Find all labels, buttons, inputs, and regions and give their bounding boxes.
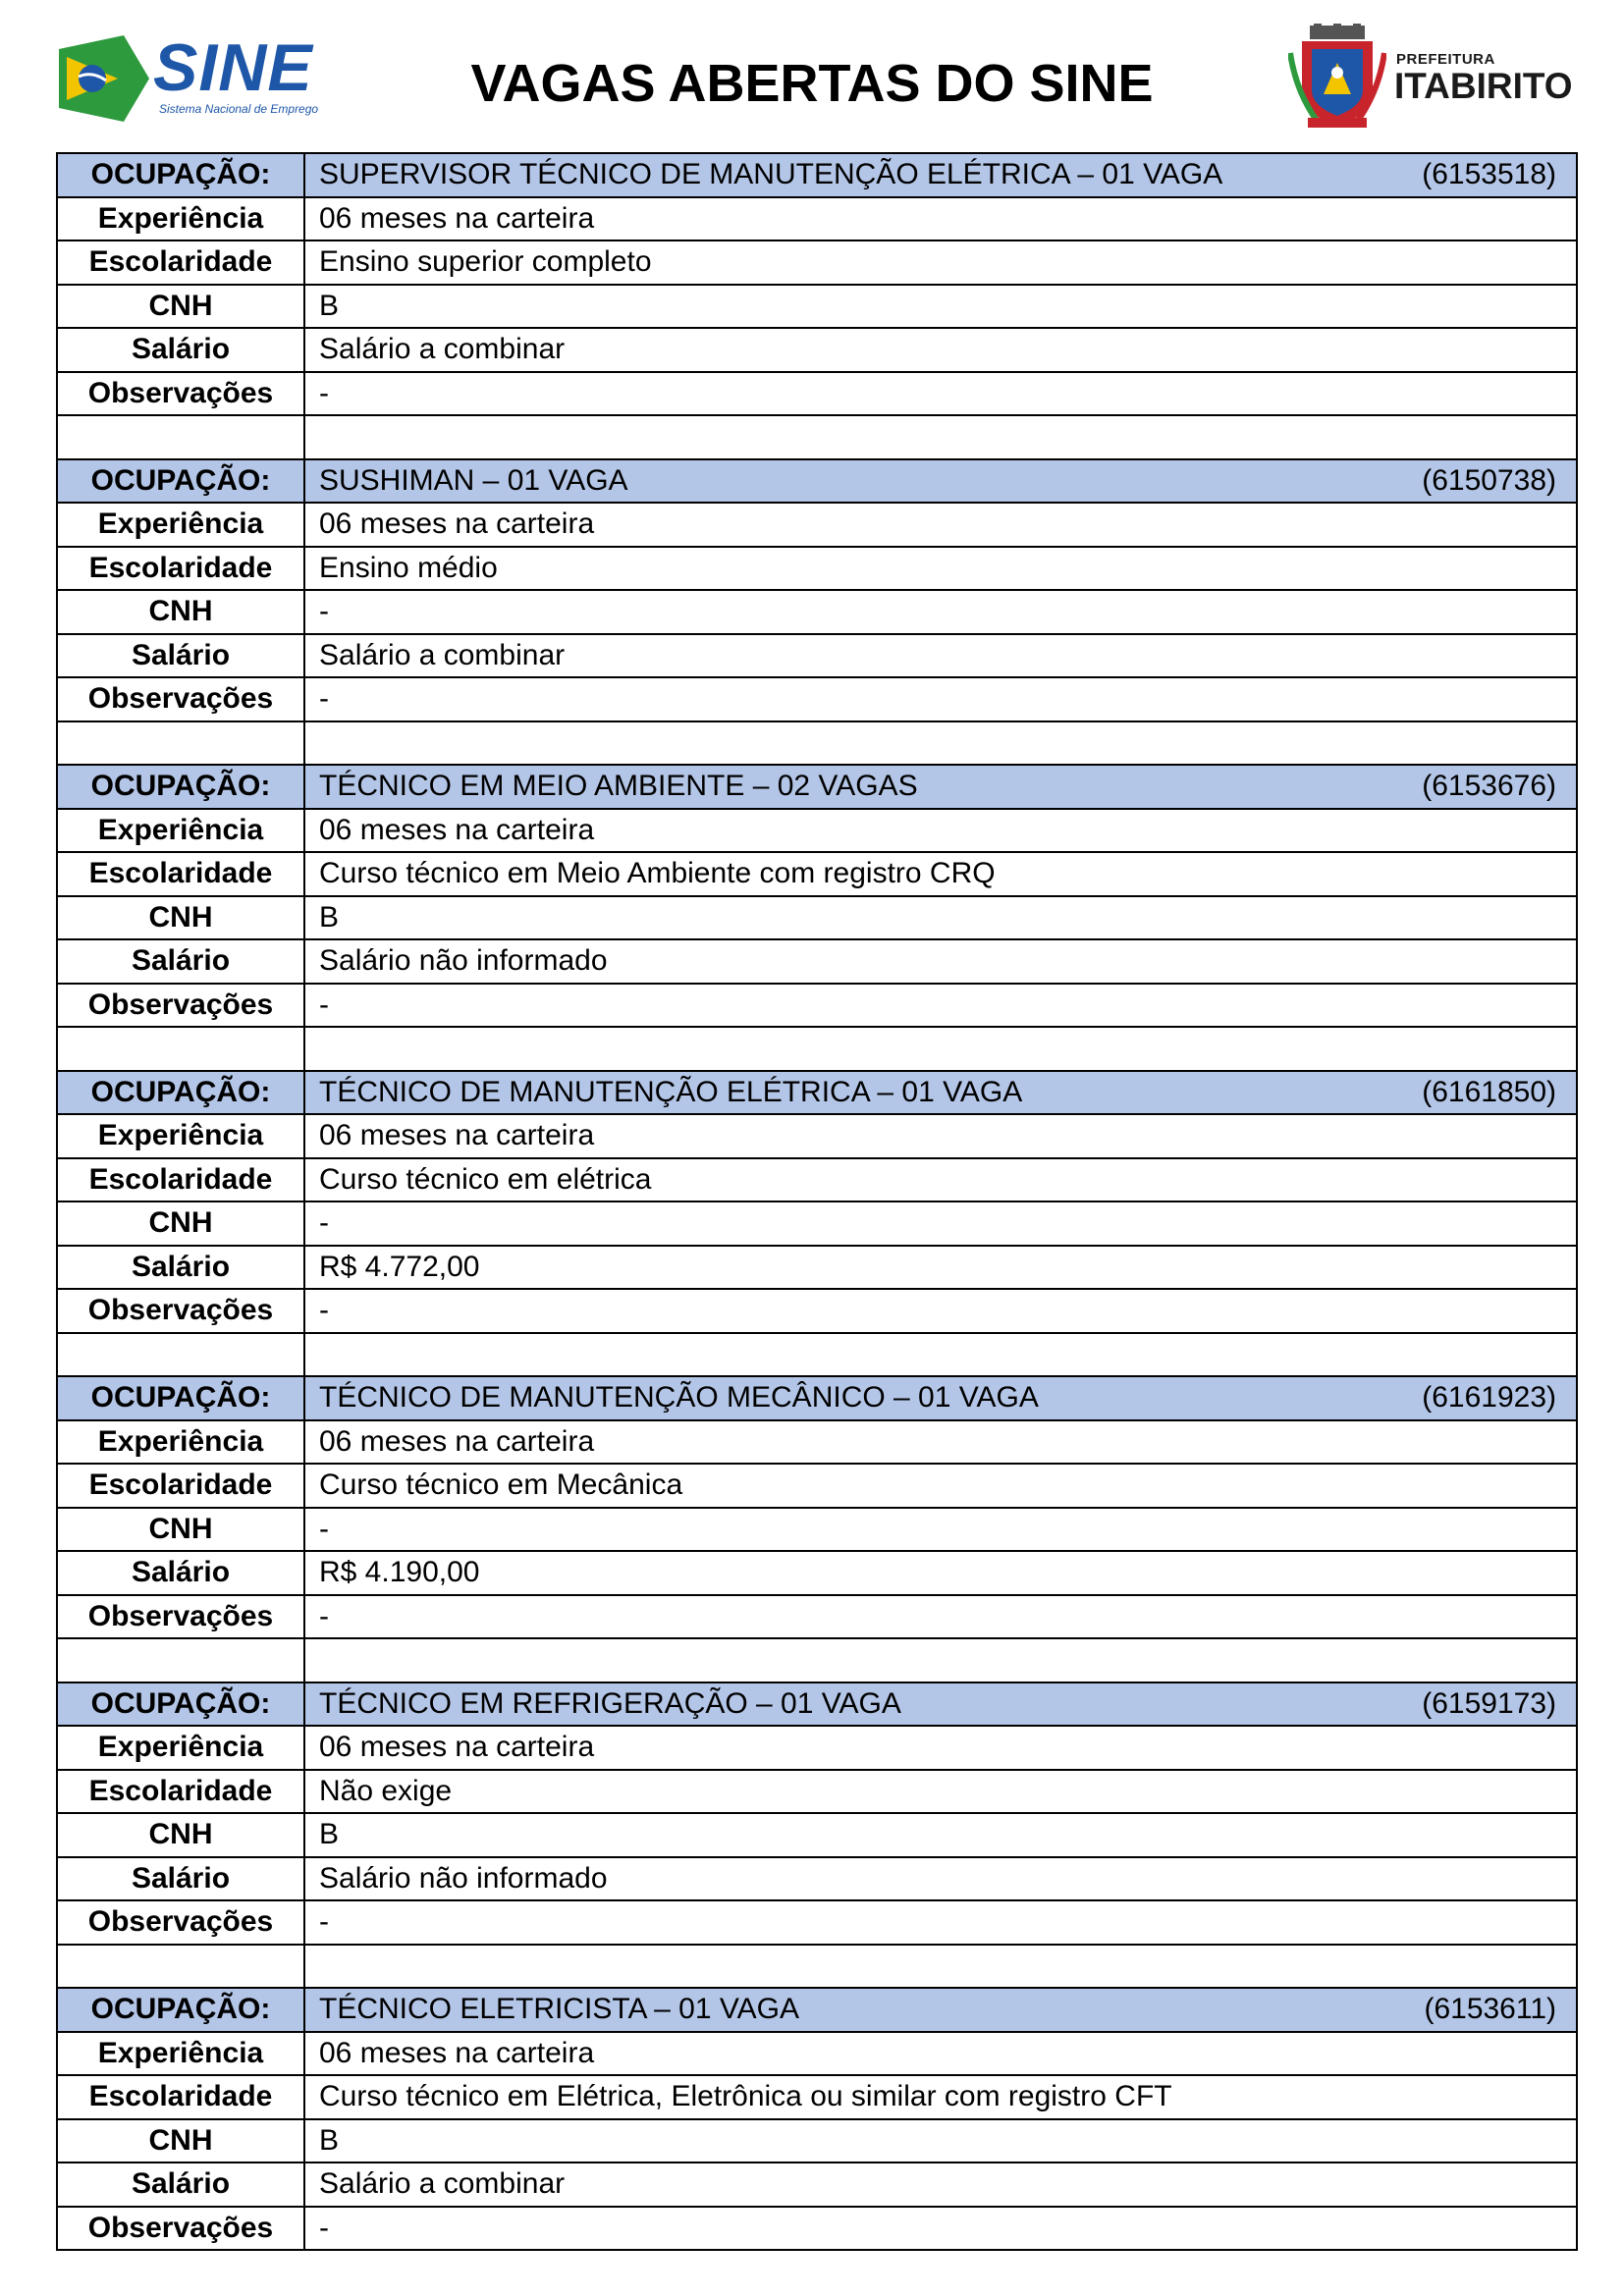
job-occupation-row	[57, 765, 1577, 809]
job-education-row	[57, 547, 1577, 591]
education-label: Escolaridade	[57, 2075, 304, 2119]
job-experience-row	[57, 2032, 1577, 2076]
job-salary-row	[57, 939, 1577, 984]
job-listings-table	[56, 152, 1578, 2251]
job-education-row	[57, 852, 1577, 896]
occupation-label: OCUPAÇÃO:	[57, 1071, 304, 1115]
notes-value: -	[304, 372, 1577, 416]
driver-license-label: CNH	[57, 2119, 304, 2163]
notes-label: Observações	[57, 372, 304, 416]
job-driver-license-row	[57, 1813, 1577, 1857]
job-driver-license-row	[57, 285, 1577, 329]
notes-label: Observações	[57, 677, 304, 721]
job-education-row	[57, 1158, 1577, 1202]
spacer-cell	[57, 721, 304, 766]
spacer-cell	[57, 1027, 304, 1071]
experience-label: Experiência	[57, 1726, 304, 1770]
education-label: Escolaridade	[57, 1464, 304, 1508]
occupation-title: TÉCNICO DE MANUTENÇÃO ELÉTRICA – 01 VAGA	[319, 1075, 1023, 1108]
job-code: (6153518)	[1422, 158, 1556, 191]
job-code: (6161923)	[1422, 1381, 1556, 1415]
education-label: Escolaridade	[57, 1770, 304, 1814]
education-label: Escolaridade	[57, 1158, 304, 1202]
notes-value: -	[304, 1289, 1577, 1333]
salary-value: R$ 4.772,00	[304, 1246, 1577, 1290]
occupation-cell	[304, 765, 1577, 809]
job-salary-row	[57, 328, 1577, 372]
spacer-cell	[304, 1638, 1577, 1682]
spacer-row	[57, 1333, 1577, 1377]
notes-label: Observações	[57, 1595, 304, 1639]
job-driver-license-row	[57, 1508, 1577, 1552]
job-code: (6159173)	[1422, 1686, 1556, 1720]
occupation-title: SUSHIMAN – 01 VAGA	[319, 463, 628, 497]
occupation-title: TÉCNICO EM REFRIGERAÇÃO – 01 VAGA	[319, 1686, 901, 1720]
salary-label: Salário	[57, 2163, 304, 2207]
job-notes-row	[57, 984, 1577, 1028]
job-experience-row	[57, 1114, 1577, 1158]
experience-label: Experiência	[57, 197, 304, 241]
job-occupation-row	[57, 1682, 1577, 1727]
job-education-row	[57, 240, 1577, 285]
spacer-cell	[57, 1333, 304, 1377]
spacer-cell	[304, 1945, 1577, 1989]
spacer-cell	[304, 415, 1577, 459]
notes-value: -	[304, 1595, 1577, 1639]
prefeitura-logo	[1288, 24, 1573, 132]
driver-license-value: -	[304, 1508, 1577, 1552]
job-education-row	[57, 1464, 1577, 1508]
education-value: Curso técnico em Meio Ambiente com registro CRQ	[304, 852, 1577, 896]
occupation-title: SUPERVISOR TÉCNICO DE MANUTENÇÃO ELÉTRICA – 01 VAGA	[319, 158, 1223, 191]
city-name: ITABIRITO	[1394, 66, 1573, 106]
notes-value: -	[304, 2207, 1577, 2251]
job-occupation-row	[57, 1376, 1577, 1420]
job-salary-row	[57, 1551, 1577, 1595]
occupation-wrap	[319, 767, 1576, 806]
education-value: Curso técnico em Mecânica	[304, 1464, 1577, 1508]
notes-value: -	[304, 677, 1577, 721]
job-salary-row	[57, 1857, 1577, 1901]
notes-label: Observações	[57, 2207, 304, 2251]
job-experience-row	[57, 197, 1577, 241]
experience-value: 06 meses na carteira	[304, 1420, 1577, 1465]
notes-label: Observações	[57, 1900, 304, 1945]
job-education-row	[57, 2075, 1577, 2119]
salary-label: Salário	[57, 1857, 304, 1901]
job-occupation-row	[57, 459, 1577, 504]
driver-license-value: B	[304, 1813, 1577, 1857]
job-code: (6153676)	[1422, 770, 1556, 803]
experience-value: 06 meses na carteira	[304, 1114, 1577, 1158]
occupation-cell	[304, 1071, 1577, 1115]
job-notes-row	[57, 1289, 1577, 1333]
job-occupation-row	[57, 153, 1577, 197]
occupation-title: TÉCNICO DE MANUTENÇÃO MECÂNICO – 01 VAGA	[319, 1381, 1039, 1415]
salary-label: Salário	[57, 328, 304, 372]
notes-label: Observações	[57, 984, 304, 1028]
experience-label: Experiência	[57, 1420, 304, 1465]
notes-value: -	[304, 1900, 1577, 1945]
spacer-row	[57, 1027, 1577, 1071]
occupation-label: OCUPAÇÃO:	[57, 459, 304, 504]
education-value: Curso técnico em elétrica	[304, 1158, 1577, 1202]
job-notes-row	[57, 1595, 1577, 1639]
municipal-crest-icon	[1288, 24, 1386, 130]
experience-value: 06 meses na carteira	[304, 809, 1577, 853]
spacer-row	[57, 1945, 1577, 1989]
experience-label: Experiência	[57, 1114, 304, 1158]
education-value: Não exige	[304, 1770, 1577, 1814]
occupation-label: OCUPAÇÃO:	[57, 765, 304, 809]
job-driver-license-row	[57, 896, 1577, 940]
job-notes-row	[57, 372, 1577, 416]
salary-label: Salário	[57, 1246, 304, 1290]
driver-license-label: CNH	[57, 1508, 304, 1552]
experience-value: 06 meses na carteira	[304, 2032, 1577, 2076]
occupation-title: TÉCNICO EM MEIO AMBIENTE – 02 VAGAS	[319, 770, 918, 803]
salary-value: Salário a combinar	[304, 2163, 1577, 2207]
education-label: Escolaridade	[57, 240, 304, 285]
experience-label: Experiência	[57, 503, 304, 547]
salary-label: Salário	[57, 1551, 304, 1595]
job-notes-row	[57, 677, 1577, 721]
job-notes-row	[57, 1900, 1577, 1945]
spacer-cell	[57, 1638, 304, 1682]
spacer-row	[57, 1638, 1577, 1682]
occupation-label: OCUPAÇÃO:	[57, 1988, 304, 2032]
page-header	[0, 0, 1624, 147]
education-value: Curso técnico em Elétrica, Eletrônica ou similar com registro CFT	[304, 2075, 1577, 2119]
driver-license-value: B	[304, 2119, 1577, 2163]
education-value: Ensino médio	[304, 547, 1577, 591]
job-salary-row	[57, 2163, 1577, 2207]
experience-value: 06 meses na carteira	[304, 197, 1577, 241]
notes-label: Observações	[57, 1289, 304, 1333]
job-experience-row	[57, 503, 1577, 547]
spacer-cell	[304, 1333, 1577, 1377]
occupation-label: OCUPAÇÃO:	[57, 1376, 304, 1420]
driver-license-label: CNH	[57, 1201, 304, 1246]
job-occupation-row	[57, 1071, 1577, 1115]
prefeitura-label: PREFEITURA	[1396, 51, 1495, 68]
job-code: (6161850)	[1422, 1075, 1556, 1108]
driver-license-value: -	[304, 1201, 1577, 1246]
job-driver-license-row	[57, 2119, 1577, 2163]
occupation-wrap	[319, 155, 1576, 194]
job-notes-row	[57, 2207, 1577, 2251]
driver-license-label: CNH	[57, 896, 304, 940]
occupation-label: OCUPAÇÃO:	[57, 153, 304, 197]
sine-subtitle: Sistema Nacional de Emprego	[159, 102, 319, 116]
spacer-cell	[304, 721, 1577, 766]
job-salary-row	[57, 1246, 1577, 1290]
spacer-cell	[57, 1945, 304, 1989]
experience-label: Experiência	[57, 2032, 304, 2076]
job-experience-row	[57, 1420, 1577, 1465]
occupation-wrap	[319, 1378, 1576, 1417]
occupation-cell	[304, 153, 1577, 197]
occupation-cell	[304, 1376, 1577, 1420]
spacer-cell	[57, 415, 304, 459]
salary-label: Salário	[57, 939, 304, 984]
salary-value: Salário não informado	[304, 939, 1577, 984]
spacer-row	[57, 721, 1577, 766]
notes-value: -	[304, 984, 1577, 1028]
job-experience-row	[57, 809, 1577, 853]
driver-license-label: CNH	[57, 285, 304, 329]
occupation-wrap	[319, 1684, 1576, 1724]
driver-license-value: B	[304, 896, 1577, 940]
occupation-wrap	[319, 1073, 1576, 1112]
job-code: (6153611)	[1424, 1993, 1556, 2026]
job-education-row	[57, 1770, 1577, 1814]
occupation-cell	[304, 1682, 1577, 1727]
job-driver-license-row	[57, 1201, 1577, 1246]
occupation-title: TÉCNICO ELETRICISTA – 01 VAGA	[319, 1993, 800, 2026]
salary-value: Salário a combinar	[304, 328, 1577, 372]
spacer-row	[57, 415, 1577, 459]
education-value: Ensino superior completo	[304, 240, 1577, 285]
page-title: VAGAS ABERTAS DO SINE	[470, 54, 1154, 113]
experience-value: 06 meses na carteira	[304, 503, 1577, 547]
spacer-cell	[304, 1027, 1577, 1071]
education-label: Escolaridade	[57, 547, 304, 591]
occupation-label: OCUPAÇÃO:	[57, 1682, 304, 1727]
driver-license-value: B	[304, 285, 1577, 329]
experience-label: Experiência	[57, 809, 304, 853]
occupation-cell	[304, 1988, 1577, 2032]
job-driver-license-row	[57, 590, 1577, 634]
education-label: Escolaridade	[57, 852, 304, 896]
salary-label: Salário	[57, 634, 304, 678]
job-code: (6150738)	[1422, 463, 1556, 497]
experience-value: 06 meses na carteira	[304, 1726, 1577, 1770]
driver-license-value: -	[304, 590, 1577, 634]
driver-license-label: CNH	[57, 1813, 304, 1857]
driver-license-label: CNH	[57, 590, 304, 634]
salary-value: Salário não informado	[304, 1857, 1577, 1901]
salary-value: Salário a combinar	[304, 634, 1577, 678]
job-experience-row	[57, 1726, 1577, 1770]
occupation-wrap	[319, 1990, 1576, 2029]
job-salary-row	[57, 634, 1577, 678]
salary-value: R$ 4.190,00	[304, 1551, 1577, 1595]
occupation-wrap	[319, 461, 1576, 501]
job-occupation-row	[57, 1988, 1577, 2032]
sine-wordmark: SINE	[153, 30, 313, 105]
occupation-cell	[304, 459, 1577, 504]
